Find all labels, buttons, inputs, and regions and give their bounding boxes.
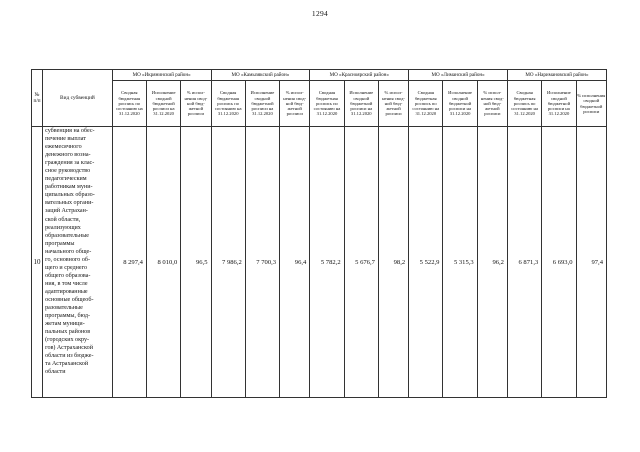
header-plan: Сводная бюджетная роспись по состоянию на 31.12.2020 xyxy=(507,81,541,127)
header-plan: Сводная бюджетная роспись по состоянию на 31.12.2020 xyxy=(112,81,146,127)
plan-value: 7 986,2 xyxy=(211,127,245,398)
header-exec: Исполнение сводной бюджетной росписи на 31.12.2020 xyxy=(542,81,576,127)
header-exec: Исполнение сводной бюджетной росписи на 31.12.2020 xyxy=(245,81,279,127)
exec-value: 7 700,3 xyxy=(245,127,279,398)
exec-value: 6 693,0 xyxy=(542,127,576,398)
pct-value: 96,5 xyxy=(181,127,211,398)
header-mo-limansky: МО «Лиманский район» xyxy=(409,70,508,81)
plan-value: 6 871,3 xyxy=(507,127,541,398)
header-pct: % испол-нения свод-ной бюд-жетной росписи xyxy=(378,81,408,127)
header-subvention-type: Вид субвенций xyxy=(43,70,113,127)
header-exec: Исполнение сводной бюджетной росписи на 31.12.2020 xyxy=(443,81,477,127)
page-number: 1294 xyxy=(311,9,329,18)
plan-value: 5 522,9 xyxy=(409,127,443,398)
header-plan: Сводная бюджетная роспись по состоянию на 31.12.2020 xyxy=(310,81,344,127)
exec-value: 5 676,7 xyxy=(344,127,378,398)
header-pct: % испол-нения свод-ной бюд-жетной росписи xyxy=(280,81,310,127)
header-rownum-label: № п/п xyxy=(33,92,41,104)
header-mo-krasnoyarsky: МО «Красноярский район» xyxy=(310,70,409,81)
header-rownum xyxy=(32,70,43,127)
pct-value: 98,2 xyxy=(378,127,408,398)
header-exec: Исполнение сводной бюджетной росписи на 31.12.2020 xyxy=(344,81,378,127)
exec-value: 8 010,0 xyxy=(146,127,180,398)
subvention-type-text: субвенция на обес- печение выплат ежемесячного денежного возна- граждения за клас- сное руководство педагогическим работникам муни- ципальных образо- вательных органи- заций Астрахан- ской области, реализующих образовательные программы начального обще- го, основного об- щего и среднего общего образова- ния, в том числе адаптированные основные общеоб- разовательные программы, бюд- жетам муници- пальных районов (городских окру- гов) Астраханской области из бюдже- та Астраханской области xyxy=(43,127,113,398)
header-plan: Сводная бюджетная роспись по состоянию на 31.12.2020 xyxy=(409,81,443,127)
header-pct: % испол-нения свод-ной бюд-жетной росписи xyxy=(181,81,211,127)
header-mo-ikryaninsky: МО «Икрянинский район» xyxy=(112,70,211,81)
pct-value: 96,4 xyxy=(280,127,310,398)
header-pct: % исполнения сводной бюджетной росписи xyxy=(576,81,606,127)
pct-value: 96,2 xyxy=(477,127,507,398)
header-pct: % испол-нения свод-ной бюд-жетной росписи xyxy=(477,81,507,127)
plan-value: 8 297,4 xyxy=(112,127,146,398)
header-plan: Сводная бюджетная роспись по состоянию на 31.12.2020 xyxy=(211,81,245,127)
exec-value: 5 315,3 xyxy=(443,127,477,398)
header-mo-kamyzyaksky: МО «Камызякский район» xyxy=(211,70,310,81)
row-number: 10 xyxy=(32,127,43,398)
header-mo-narimanovsky: МО «Наримановский район» xyxy=(507,70,606,81)
table-row xyxy=(32,127,607,398)
header-exec: Исполнение сводной бюджетной росписи на 31.12.2020 xyxy=(146,81,180,127)
plan-value: 5 782,2 xyxy=(310,127,344,398)
pct-value: 97,4 xyxy=(576,127,606,398)
subvention-table xyxy=(31,69,607,398)
